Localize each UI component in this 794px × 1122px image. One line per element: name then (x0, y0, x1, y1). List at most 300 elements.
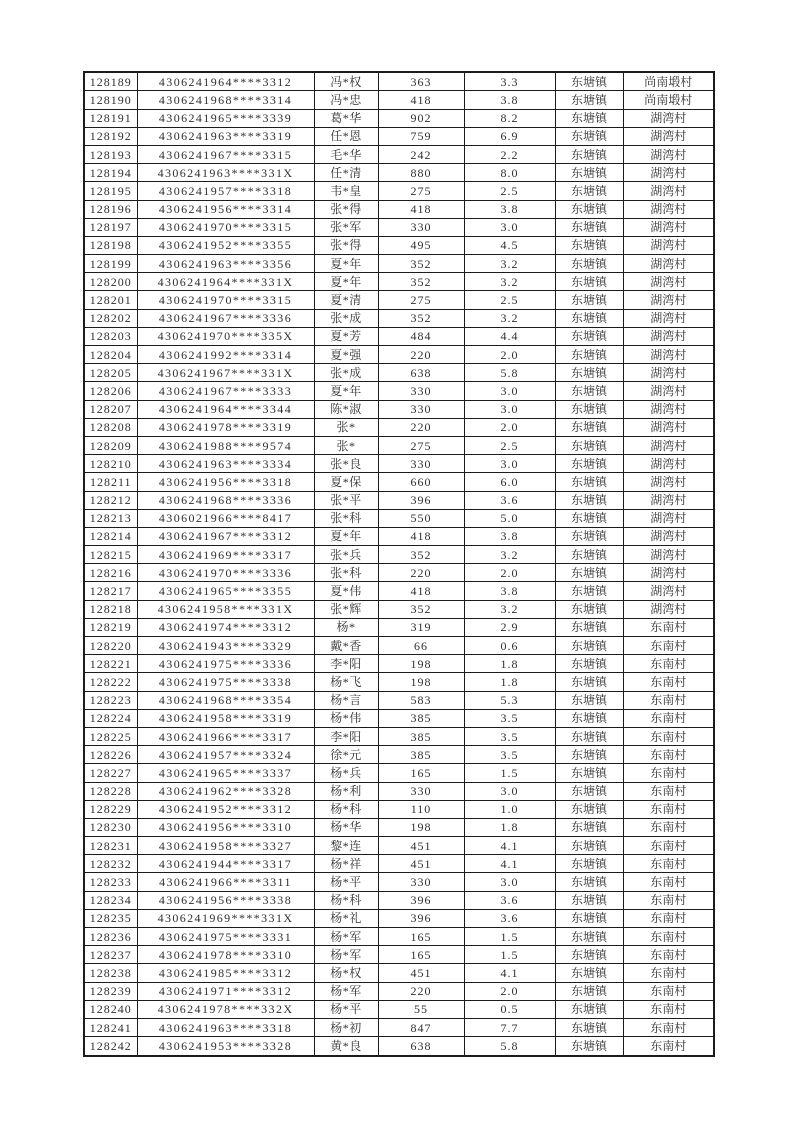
cell-id-number: 4306241975****3338 (137, 673, 314, 691)
cell-serial-number: 128196 (84, 200, 137, 218)
cell-quantity: 4.5 (464, 236, 555, 254)
cell-name: 徐*元 (314, 746, 378, 764)
cell-serial-number: 128239 (84, 982, 137, 1000)
cell-id-number: 4306241970****3336 (137, 564, 314, 582)
cell-serial-number: 128202 (84, 309, 137, 327)
cell-amount: 330 (378, 782, 464, 800)
cell-amount: 275 (378, 182, 464, 200)
cell-town: 东塘镇 (555, 928, 623, 946)
cell-amount: 330 (378, 382, 464, 400)
cell-village: 湖湾村 (623, 109, 714, 127)
cell-town: 东塘镇 (555, 855, 623, 873)
cell-serial-number: 128204 (84, 346, 137, 364)
cell-quantity: 2.0 (464, 564, 555, 582)
cell-serial-number: 128192 (84, 127, 137, 145)
cell-amount: 165 (378, 946, 464, 964)
cell-name: 杨*军 (314, 928, 378, 946)
cell-name: 任*清 (314, 164, 378, 182)
cell-serial-number: 128221 (84, 655, 137, 673)
cell-quantity: 8.0 (464, 164, 555, 182)
table-row (84, 764, 714, 782)
cell-village: 湖湾村 (623, 582, 714, 600)
cell-quantity: 6.9 (464, 127, 555, 145)
cell-serial-number: 128215 (84, 546, 137, 564)
cell-amount: 385 (378, 746, 464, 764)
roster-table (83, 71, 715, 1057)
cell-village: 尚南塅村 (623, 91, 714, 109)
table-row (84, 164, 714, 182)
cell-serial-number: 128210 (84, 455, 137, 473)
cell-town: 东塘镇 (555, 691, 623, 709)
cell-village: 东南村 (623, 637, 714, 655)
cell-amount: 330 (378, 400, 464, 418)
cell-name: 李*阳 (314, 727, 378, 745)
cell-amount: 66 (378, 637, 464, 655)
cell-quantity: 3.8 (464, 91, 555, 109)
cell-village: 湖湾村 (623, 200, 714, 218)
cell-name: 杨*飞 (314, 673, 378, 691)
table-row (84, 800, 714, 818)
cell-village: 湖湾村 (623, 182, 714, 200)
cell-village: 湖湾村 (623, 236, 714, 254)
cell-id-number: 4306241963****3319 (137, 127, 314, 145)
cell-id-number: 4306241953****3328 (137, 1037, 314, 1056)
cell-village: 东南村 (623, 1018, 714, 1036)
cell-village: 湖湾村 (623, 382, 714, 400)
cell-id-number: 4306241964****3312 (137, 72, 314, 91)
cell-quantity: 3.0 (464, 382, 555, 400)
cell-serial-number: 128231 (84, 837, 137, 855)
cell-name: 夏*芳 (314, 327, 378, 345)
cell-name: 黎*连 (314, 837, 378, 855)
cell-id-number: 4306241963****3334 (137, 455, 314, 473)
cell-quantity: 3.0 (464, 455, 555, 473)
cell-village: 湖湾村 (623, 509, 714, 527)
cell-id-number: 4306241958****331X (137, 600, 314, 618)
cell-serial-number: 128234 (84, 891, 137, 909)
cell-amount: 352 (378, 600, 464, 618)
cell-quantity: 4.4 (464, 327, 555, 345)
cell-amount: 418 (378, 91, 464, 109)
cell-id-number: 4306241978****3310 (137, 946, 314, 964)
cell-village: 东南村 (623, 709, 714, 727)
cell-name: 杨*军 (314, 946, 378, 964)
cell-village: 湖湾村 (623, 291, 714, 309)
table-row (84, 582, 714, 600)
cell-serial-number: 128217 (84, 582, 137, 600)
table-row (84, 655, 714, 673)
cell-village: 东南村 (623, 673, 714, 691)
cell-town: 东塘镇 (555, 837, 623, 855)
cell-id-number: 4306241968****3354 (137, 691, 314, 709)
cell-serial-number: 128195 (84, 182, 137, 200)
cell-id-number: 4306241970****3315 (137, 291, 314, 309)
cell-town: 东塘镇 (555, 164, 623, 182)
cell-serial-number: 128205 (84, 364, 137, 382)
cell-name: 杨*礼 (314, 909, 378, 927)
cell-village: 东南村 (623, 855, 714, 873)
cell-village: 湖湾村 (623, 418, 714, 436)
cell-id-number: 4306241975****3331 (137, 928, 314, 946)
cell-name: 杨*言 (314, 691, 378, 709)
table-row (84, 709, 714, 727)
table-row (84, 818, 714, 836)
cell-name: 杨*科 (314, 800, 378, 818)
cell-village: 湖湾村 (623, 436, 714, 454)
table-row (84, 1018, 714, 1036)
table-row (84, 509, 714, 527)
cell-serial-number: 128238 (84, 964, 137, 982)
cell-quantity: 3.6 (464, 891, 555, 909)
cell-town: 东塘镇 (555, 564, 623, 582)
cell-serial-number: 128220 (84, 637, 137, 655)
cell-village: 湖湾村 (623, 400, 714, 418)
cell-town: 东塘镇 (555, 618, 623, 636)
table-row (84, 691, 714, 709)
cell-village: 东南村 (623, 618, 714, 636)
cell-id-number: 4306241963****331X (137, 164, 314, 182)
cell-amount: 330 (378, 873, 464, 891)
cell-name: 黄*良 (314, 1037, 378, 1056)
table-row (84, 327, 714, 345)
cell-id-number: 4306241985****3312 (137, 964, 314, 982)
cell-serial-number: 128237 (84, 946, 137, 964)
cell-id-number: 4306241969****331X (137, 909, 314, 927)
cell-name: 夏*年 (314, 382, 378, 400)
cell-town: 东塘镇 (555, 72, 623, 91)
cell-town: 东塘镇 (555, 346, 623, 364)
cell-quantity: 2.0 (464, 418, 555, 436)
table-row (84, 309, 714, 327)
cell-name: 夏*年 (314, 273, 378, 291)
cell-village: 湖湾村 (623, 527, 714, 545)
cell-name: 杨*平 (314, 873, 378, 891)
cell-quantity: 1.0 (464, 800, 555, 818)
cell-village: 东南村 (623, 891, 714, 909)
cell-id-number: 4306241971****3312 (137, 982, 314, 1000)
cell-id-number: 4306241958****3319 (137, 709, 314, 727)
cell-town: 东塘镇 (555, 273, 623, 291)
cell-town: 东塘镇 (555, 1000, 623, 1018)
table-row (84, 182, 714, 200)
cell-town: 东塘镇 (555, 873, 623, 891)
cell-town: 东塘镇 (555, 382, 623, 400)
cell-name: 张*良 (314, 455, 378, 473)
cell-quantity: 2.2 (464, 145, 555, 163)
cell-village: 东南村 (623, 800, 714, 818)
table-row (84, 746, 714, 764)
cell-id-number: 4306241944****3317 (137, 855, 314, 873)
table-row (84, 928, 714, 946)
cell-village: 湖湾村 (623, 564, 714, 582)
cell-amount: 396 (378, 491, 464, 509)
cell-serial-number: 128214 (84, 527, 137, 545)
cell-id-number: 4306241965****3355 (137, 582, 314, 600)
cell-town: 东塘镇 (555, 546, 623, 564)
cell-amount: 638 (378, 364, 464, 382)
table-row (84, 1000, 714, 1018)
cell-village: 湖湾村 (623, 600, 714, 618)
table-row (84, 600, 714, 618)
cell-id-number: 4306241966****3317 (137, 727, 314, 745)
cell-id-number: 4306241958****3327 (137, 837, 314, 855)
cell-amount: 352 (378, 546, 464, 564)
cell-amount: 451 (378, 964, 464, 982)
cell-serial-number: 128207 (84, 400, 137, 418)
table-row (84, 837, 714, 855)
cell-quantity: 3.5 (464, 746, 555, 764)
cell-quantity: 3.5 (464, 709, 555, 727)
table-row (84, 891, 714, 909)
cell-amount: 660 (378, 473, 464, 491)
cell-serial-number: 128218 (84, 600, 137, 618)
cell-quantity: 3.6 (464, 491, 555, 509)
table-row (84, 673, 714, 691)
cell-quantity: 3.2 (464, 600, 555, 618)
cell-amount: 319 (378, 618, 464, 636)
cell-serial-number: 128230 (84, 818, 137, 836)
cell-id-number: 4306241952****3355 (137, 236, 314, 254)
cell-id-number: 4306241956****3314 (137, 200, 314, 218)
cell-serial-number: 128229 (84, 800, 137, 818)
cell-quantity: 3.8 (464, 200, 555, 218)
table-row (84, 782, 714, 800)
cell-id-number: 4306241969****3317 (137, 546, 314, 564)
cell-village: 湖湾村 (623, 491, 714, 509)
cell-town: 东塘镇 (555, 327, 623, 345)
cell-amount: 220 (378, 346, 464, 364)
cell-quantity: 1.8 (464, 818, 555, 836)
table-row (84, 1037, 714, 1056)
cell-village: 湖湾村 (623, 455, 714, 473)
cell-village: 湖湾村 (623, 327, 714, 345)
cell-town: 东塘镇 (555, 655, 623, 673)
cell-amount: 550 (378, 509, 464, 527)
cell-town: 东塘镇 (555, 436, 623, 454)
cell-name: 杨*兵 (314, 764, 378, 782)
cell-id-number: 4306241966****3311 (137, 873, 314, 891)
cell-village: 东南村 (623, 764, 714, 782)
cell-quantity: 2.5 (464, 182, 555, 200)
cell-village: 尚南塅村 (623, 72, 714, 91)
cell-amount: 418 (378, 582, 464, 600)
cell-quantity: 0.6 (464, 637, 555, 655)
cell-town: 东塘镇 (555, 455, 623, 473)
cell-id-number: 4306241963****3318 (137, 1018, 314, 1036)
cell-quantity: 3.8 (464, 582, 555, 600)
cell-amount: 847 (378, 1018, 464, 1036)
cell-name: 戴*香 (314, 637, 378, 655)
cell-serial-number: 128199 (84, 255, 137, 273)
cell-id-number: 4306241962****3328 (137, 782, 314, 800)
cell-quantity: 1.8 (464, 673, 555, 691)
cell-name: 杨*初 (314, 1018, 378, 1036)
cell-serial-number: 128236 (84, 928, 137, 946)
cell-serial-number: 128211 (84, 473, 137, 491)
cell-amount: 198 (378, 673, 464, 691)
table-row (84, 109, 714, 127)
cell-serial-number: 128225 (84, 727, 137, 745)
cell-amount: 396 (378, 891, 464, 909)
cell-village: 湖湾村 (623, 309, 714, 327)
cell-amount: 451 (378, 855, 464, 873)
table-row (84, 200, 714, 218)
cell-amount: 583 (378, 691, 464, 709)
cell-name: 任*恩 (314, 127, 378, 145)
table-row (84, 527, 714, 545)
cell-quantity: 5.8 (464, 1037, 555, 1056)
cell-amount: 638 (378, 1037, 464, 1056)
cell-serial-number: 128219 (84, 618, 137, 636)
cell-serial-number: 128190 (84, 91, 137, 109)
cell-name: 杨*平 (314, 1000, 378, 1018)
cell-amount: 396 (378, 909, 464, 927)
cell-name: 杨*祥 (314, 855, 378, 873)
cell-quantity: 5.8 (464, 364, 555, 382)
cell-village: 东南村 (623, 946, 714, 964)
cell-quantity: 3.0 (464, 873, 555, 891)
cell-town: 东塘镇 (555, 582, 623, 600)
cell-name: 杨*利 (314, 782, 378, 800)
cell-town: 东塘镇 (555, 291, 623, 309)
cell-town: 东塘镇 (555, 182, 623, 200)
cell-name: 张*军 (314, 218, 378, 236)
cell-name: 杨*军 (314, 982, 378, 1000)
cell-town: 东塘镇 (555, 218, 623, 236)
cell-quantity: 2.5 (464, 291, 555, 309)
cell-town: 东塘镇 (555, 400, 623, 418)
cell-id-number: 4306241965****3339 (137, 109, 314, 127)
cell-town: 东塘镇 (555, 746, 623, 764)
cell-name: 李*阳 (314, 655, 378, 673)
table-row (84, 455, 714, 473)
cell-name: 张*辉 (314, 600, 378, 618)
cell-amount: 451 (378, 837, 464, 855)
cell-quantity: 3.8 (464, 527, 555, 545)
cell-town: 东塘镇 (555, 964, 623, 982)
cell-amount: 198 (378, 818, 464, 836)
table-row (84, 727, 714, 745)
table-row (84, 473, 714, 491)
cell-id-number: 4306241974****3312 (137, 618, 314, 636)
cell-amount: 385 (378, 709, 464, 727)
cell-serial-number: 128226 (84, 746, 137, 764)
cell-serial-number: 128241 (84, 1018, 137, 1036)
cell-id-number: 4306241967****3315 (137, 145, 314, 163)
table-row (84, 491, 714, 509)
cell-amount: 352 (378, 309, 464, 327)
cell-amount: 110 (378, 800, 464, 818)
cell-town: 东塘镇 (555, 364, 623, 382)
cell-quantity: 3.2 (464, 273, 555, 291)
table-row (84, 436, 714, 454)
table-row (84, 546, 714, 564)
cell-village: 湖湾村 (623, 218, 714, 236)
cell-name: 冯*忠 (314, 91, 378, 109)
cell-town: 东塘镇 (555, 309, 623, 327)
table-row (84, 909, 714, 927)
cell-quantity: 4.1 (464, 964, 555, 982)
table-row (84, 946, 714, 964)
cell-serial-number: 128191 (84, 109, 137, 127)
cell-town: 东塘镇 (555, 91, 623, 109)
cell-quantity: 5.0 (464, 509, 555, 527)
cell-id-number: 4306241964****331X (137, 273, 314, 291)
cell-town: 东塘镇 (555, 800, 623, 818)
cell-quantity: 3.0 (464, 400, 555, 418)
cell-town: 东塘镇 (555, 982, 623, 1000)
cell-amount: 759 (378, 127, 464, 145)
cell-id-number: 4306241964****3344 (137, 400, 314, 418)
cell-amount: 363 (378, 72, 464, 91)
cell-quantity: 2.9 (464, 618, 555, 636)
cell-name: 夏*伟 (314, 582, 378, 600)
table-row (84, 273, 714, 291)
cell-town: 东塘镇 (555, 109, 623, 127)
cell-name: 张*科 (314, 564, 378, 582)
cell-amount: 385 (378, 727, 464, 745)
cell-amount: 495 (378, 236, 464, 254)
cell-town: 东塘镇 (555, 709, 623, 727)
cell-amount: 275 (378, 291, 464, 309)
cell-id-number: 4306241956****3310 (137, 818, 314, 836)
cell-village: 东南村 (623, 1000, 714, 1018)
cell-name: 陈*淑 (314, 400, 378, 418)
cell-village: 湖湾村 (623, 473, 714, 491)
cell-name: 夏*保 (314, 473, 378, 491)
cell-town: 东塘镇 (555, 946, 623, 964)
cell-serial-number: 128213 (84, 509, 137, 527)
cell-quantity: 8.2 (464, 109, 555, 127)
cell-id-number: 4306241957****3318 (137, 182, 314, 200)
cell-id-number: 4306241975****3336 (137, 655, 314, 673)
cell-town: 东塘镇 (555, 637, 623, 655)
cell-serial-number: 128228 (84, 782, 137, 800)
cell-serial-number: 128197 (84, 218, 137, 236)
cell-village: 湖湾村 (623, 255, 714, 273)
cell-name: 张*兵 (314, 546, 378, 564)
cell-serial-number: 128222 (84, 673, 137, 691)
table-row (84, 964, 714, 982)
table-row (84, 127, 714, 145)
cell-village: 湖湾村 (623, 145, 714, 163)
table-row (84, 873, 714, 891)
cell-serial-number: 128233 (84, 873, 137, 891)
cell-serial-number: 128232 (84, 855, 137, 873)
cell-village: 东南村 (623, 655, 714, 673)
cell-quantity: 1.5 (464, 946, 555, 964)
cell-town: 东塘镇 (555, 818, 623, 836)
cell-name: 张* (314, 436, 378, 454)
cell-town: 东塘镇 (555, 1018, 623, 1036)
cell-amount: 352 (378, 273, 464, 291)
cell-town: 东塘镇 (555, 255, 623, 273)
cell-quantity: 5.3 (464, 691, 555, 709)
cell-town: 东塘镇 (555, 491, 623, 509)
cell-id-number: 4306241956****3338 (137, 891, 314, 909)
cell-village: 湖湾村 (623, 346, 714, 364)
table-row (84, 346, 714, 364)
cell-id-number: 4306241963****3356 (137, 255, 314, 273)
cell-amount: 198 (378, 655, 464, 673)
cell-amount: 275 (378, 436, 464, 454)
table-row (84, 982, 714, 1000)
cell-village: 东南村 (623, 873, 714, 891)
cell-id-number: 4306241968****3336 (137, 491, 314, 509)
cell-town: 东塘镇 (555, 727, 623, 745)
cell-amount: 55 (378, 1000, 464, 1018)
cell-name: 张*平 (314, 491, 378, 509)
